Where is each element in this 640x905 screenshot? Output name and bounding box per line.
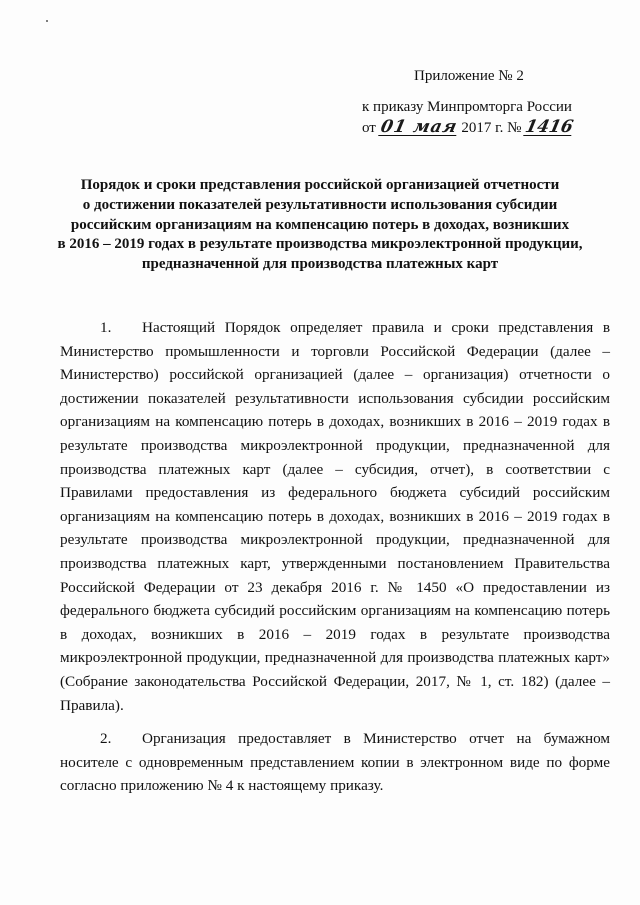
paragraph-2 — [60, 727, 610, 798]
paragraph-number: 1. — [100, 319, 112, 336]
paragraph-number: 2. — [100, 730, 112, 748]
order-reference: к приказу Минпромторга России — [362, 99, 572, 115]
document-body — [60, 316, 610, 808]
order-date-line — [362, 118, 602, 139]
paragraph-text: Организация предоставляет в Министерство отчет на бумажном носителе с одновременным представлением копии в электронном виде по форме согласно приложению № 4 к настоящему приказу. — [60, 730, 610, 795]
date-prefix: от — [362, 120, 376, 136]
paragraph-text: Настоящий Порядок определяет правила и сроки представления в Министерство промышленности и торговли Российской Федерации (далее – Министерство) российской организацией (далее – организация) отчетности о достижении показателей результативности использования субсидии российским организациям на компенсацию потерь в доходах, возникших в 2016 – 2019 годах в результате производства микроэлектронной продукции, предназначенной для производства платежных карт (далее – субсидия, отчет), в соответствии с Правилами предоставления из федерального бюджета субсидий российским организациям на компенсацию потерь в доходах, возникших в 2016 – 2019 годах в результате производства микроэлектронной продукции, предназначенной для производства платежных карт, утвержденными постановлением Правительства Российской Федерации от 23 декабря 2016 г. № 1450 «О предоставлении из федерального бюджета субсидий российским организациям на компенсацию потерь в доходах, возникших в 2016 – 2019 годах в результате производства микроэлектронной продукции, предназначенной для производства платежных карт» (Собрание законодательства Российской Федерации, 2017, № 1, ст. 182) (далее – Правила). — [60, 319, 610, 714]
annex-header — [362, 66, 602, 139]
title-line: российским организациям на компенсацию потерь в доходах, возникших — [70, 216, 570, 233]
scan-speck — [46, 20, 48, 22]
paragraph-1 — [60, 316, 610, 717]
title-line: Порядок и сроки представления российской организацией отчетности — [80, 177, 560, 193]
document-title — [44, 176, 596, 275]
title-line: в 2016 – 2019 годах в результате производства микроэлектронной продукции, — [57, 236, 583, 253]
title-line: предназначенной для производства платежных карт — [141, 256, 499, 273]
handwritten-date: 01 мая — [378, 117, 459, 137]
title-line: о достижении показателей результативности использования субсидии — [82, 196, 558, 213]
handwritten-order-number: 1416 — [523, 117, 576, 137]
appendix-label: Приложение № 2 — [414, 68, 524, 84]
order-year-number-label: 2017 г. № — [461, 120, 522, 136]
